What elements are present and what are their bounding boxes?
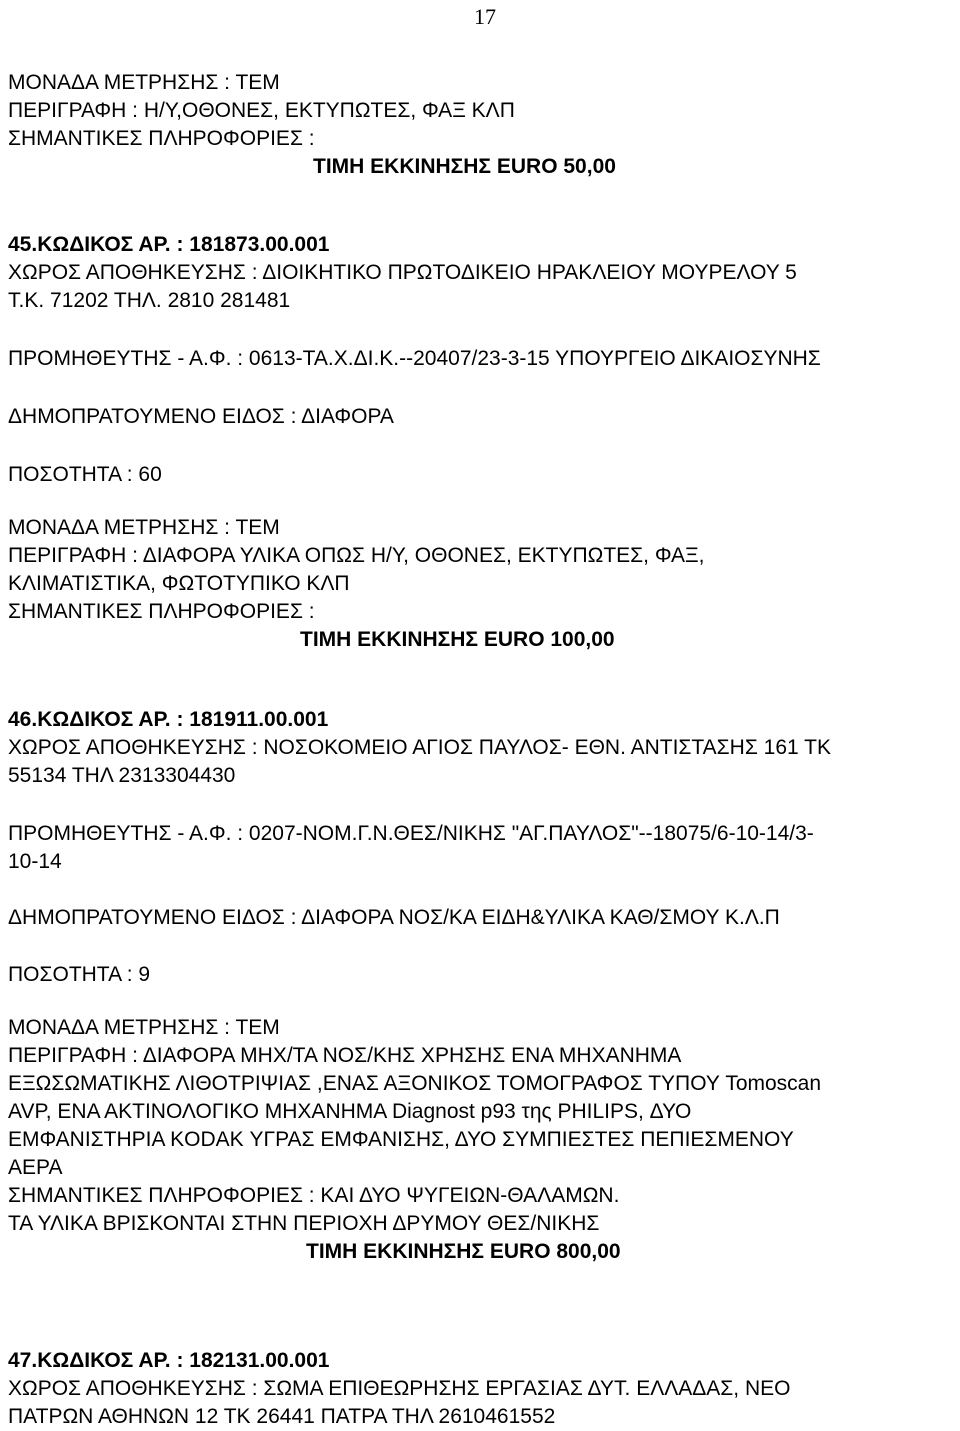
item-code: 47.ΚΩΔΙΚΟΣ ΑΡ. : 182131.00.001 xyxy=(8,1349,330,1372)
item-code: 46.ΚΩΔΙΚΟΣ ΑΡ. : 181911.00.001 xyxy=(8,708,329,731)
description: ΠΕΡΙΓΡΑΦΗ : ΔΙΑΦΟΡΑ ΜΗΧ/ΤΑ ΝΟΣ/ΚΗΣ ΧΡΗΣΗΣ ΕΝΑ ΜΗΧΑΝΗΜΑ xyxy=(8,1044,682,1067)
description: ΠΕΡΙΓΡΑΦΗ : ΔΙΑΦΟΡΑ ΥΛΙΚΑ ΟΠΩΣ Η/Υ, ΟΘΟΝΕΣ, ΕΚΤΥΠΩΤΕΣ, ΦΑΞ, xyxy=(8,544,705,567)
description: ΠΕΡΙΓΡΑΦΗ : Η/Υ,ΟΘΟΝΕΣ, ΕΚΤΥΠΩΤΕΣ, ΦΑΞ ΚΛΠ xyxy=(8,99,515,122)
description-cont: ΕΞΩΣΩΜΑΤΙΚΗΣ ΛΙΘΟΤΡΙΨΙΑΣ ,ΕΝΑΣ ΑΞΟΝΙΚΟΣ ΤΟΜΟΓΡΑΦΟΣ ΤΥΠΟΥ Tomoscan xyxy=(8,1072,822,1095)
quantity: ΠΟΣΟΤΗΤΑ : 9 xyxy=(8,963,151,986)
storage-location-cont: 55134 ΤΗΛ 2313304430 xyxy=(8,764,236,787)
auctioned-item-type: ΔΗΜΟΠΡΑΤΟΥΜΕΝΟ ΕΙΔΟΣ : ΔΙΑΦΟΡΑ ΝΟΣ/ΚΑ ΕΙΔΗ&ΥΛΙΚΑ ΚΑΘ/ΣΜΟΥ Κ.Λ.Π xyxy=(8,906,780,929)
location-note: ΤΑ ΥΛΙΚΑ ΒΡΙΣΚΟΝΤΑΙ ΣΤΗΝ ΠΕΡΙΟΧΗ ΔΡΥΜΟΥ ΘΕΣ/ΝΙΚΗΣ xyxy=(8,1212,600,1235)
quantity: ΠΟΣΟΤΗΤΑ : 60 xyxy=(8,463,162,486)
description-cont: ΚΛΙΜΑΤΙΣΤΙΚΑ, ΦΩΤΟΤΥΠΙΚΟ ΚΛΠ xyxy=(8,572,350,595)
supplier: ΠΡΟΜΗΘΕΥΤΗΣ - Α.Φ. : 0207-ΝΟΜ.Γ.Ν.ΘΕΣ/ΝΙΚΗΣ "ΑΓ.ΠΑΥΛΟΣ"--18075/6-10-14/3- xyxy=(8,822,814,845)
page-number: 17 xyxy=(474,4,496,29)
supplier-cont: 10-14 xyxy=(8,850,62,873)
unit-of-measure: ΜΟΝΑΔΑ ΜΕΤΡΗΣΗΣ : ΤΕΜ xyxy=(8,71,280,94)
important-info: ΣΗΜΑΝΤΙΚΕΣ ΠΛΗΡΟΦΟΡΙΕΣ : xyxy=(8,127,315,150)
important-info: ΣΗΜΑΝΤΙΚΕΣ ΠΛΗΡΟΦΟΡΙΕΣ : ΚΑΙ ΔΥΟ ΨΥΓΕΙΩΝ-ΘΑΛΑΜΩΝ. xyxy=(8,1184,620,1207)
storage-location-cont: ΠΑΤΡΩΝ ΑΘΗΝΩΝ 12 ΤΚ 26441 ΠΑΤΡΑ ΤΗΛ 2610461552 xyxy=(8,1405,556,1428)
starting-price: ΤΙΜΗ ΕΚΚΙΝΗΣΗΣ EURO 100,00 xyxy=(300,628,615,651)
description-cont: ΕΜΦΑΝΙΣΤΗΡΙΑ KODAK ΥΓΡΑΣ ΕΜΦΑΝΙΣΗΣ, ΔΥΟ ΣΥΜΠΙΕΣΤΕΣ ΠΕΠΙΕΣΜΕΝΟΥ xyxy=(8,1128,794,1151)
supplier: ΠΡΟΜΗΘΕΥΤΗΣ - Α.Φ. : 0613-ΤΑ.Χ.ΔΙ.Κ.--20407/23-3-15 ΥΠΟΥΡΓΕΙΟ ΔΙΚΑΙΟΣΥΝΗΣ xyxy=(8,347,821,370)
item-code: 45.ΚΩΔΙΚΟΣ ΑΡ. : 181873.00.001 xyxy=(8,233,330,256)
unit-of-measure: ΜΟΝΑΔΑ ΜΕΤΡΗΣΗΣ : ΤΕΜ xyxy=(8,516,280,539)
description-cont: AVP, ΕΝΑ ΑΚΤΙΝΟΛΟΓΙΚΟ ΜΗΧΑΝΗΜΑ Diagnost p93 της PHILIPS, ΔΥΟ xyxy=(8,1100,692,1123)
storage-location: ΧΩΡΟΣ ΑΠΟΘΗΚΕΥΣΗΣ : ΣΩΜΑ ΕΠΙΘΕΩΡΗΣΗΣ ΕΡΓΑΣΙΑΣ ΔΥΤ. ΕΛΛΑΔΑΣ, ΝΕΟ xyxy=(8,1377,791,1400)
auctioned-item-type: ΔΗΜΟΠΡΑΤΟΥΜΕΝΟ ΕΙΔΟΣ : ΔΙΑΦΟΡΑ xyxy=(8,405,394,428)
storage-location: ΧΩΡΟΣ ΑΠΟΘΗΚΕΥΣΗΣ : ΝΟΣΟΚΟΜΕΙΟ ΑΓΙΟΣ ΠΑΥΛΟΣ- ΕΘΝ. ΑΝΤΙΣΤΑΣΗΣ 161 ΤΚ xyxy=(8,736,831,759)
description-cont: ΑΕΡΑ xyxy=(8,1156,63,1179)
starting-price: ΤΙΜΗ ΕΚΚΙΝΗΣΗΣ EURO 50,00 xyxy=(313,155,616,178)
storage-location-cont: Τ.Κ. 71202 ΤΗΛ. 2810 281481 xyxy=(8,289,291,312)
unit-of-measure: ΜΟΝΑΔΑ ΜΕΤΡΗΣΗΣ : ΤΕΜ xyxy=(8,1016,280,1039)
important-info: ΣΗΜΑΝΤΙΚΕΣ ΠΛΗΡΟΦΟΡΙΕΣ : xyxy=(8,600,315,623)
storage-location: ΧΩΡΟΣ ΑΠΟΘΗΚΕΥΣΗΣ : ΔΙΟΙΚΗΤΙΚΟ ΠΡΩΤΟΔΙΚΕΙΟ ΗΡΑΚΛΕΙΟΥ ΜΟΥΡΕΛΟΥ 5 xyxy=(8,261,797,284)
starting-price: ΤΙΜΗ ΕΚΚΙΝΗΣΗΣ EURO 800,00 xyxy=(306,1240,621,1263)
